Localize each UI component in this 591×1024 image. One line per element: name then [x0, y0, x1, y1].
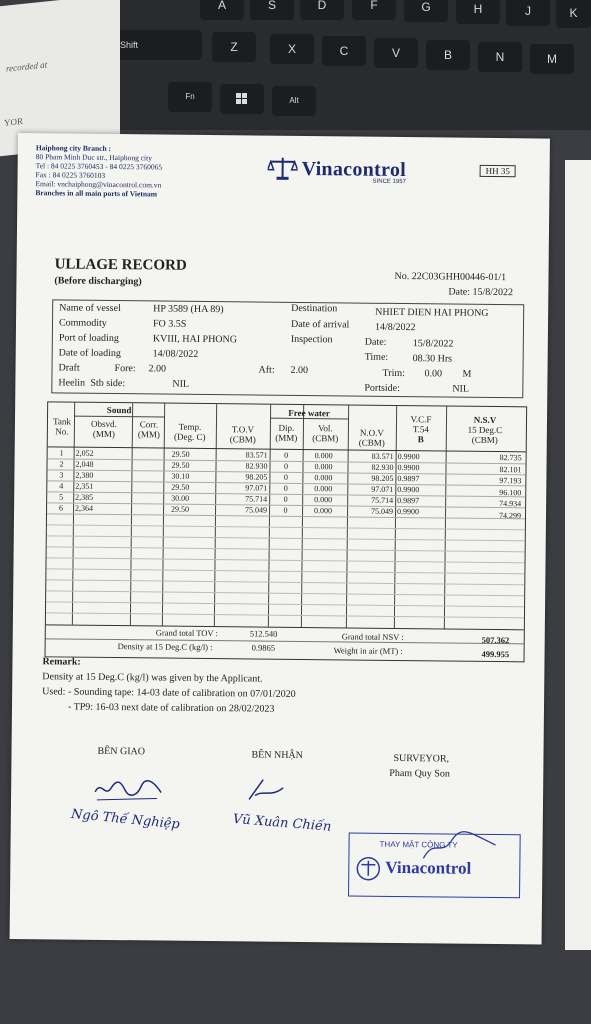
- key-c[interactable]: C: [322, 36, 366, 66]
- table-empty-row-divider: [47, 557, 525, 563]
- logo-name: Vinacontrol: [301, 157, 407, 181]
- table-cell-temp: 29.50: [171, 449, 190, 459]
- table-cell-nsv: 74.299: [498, 511, 522, 521]
- table-cell-dip: 0: [283, 494, 288, 504]
- table-cell-nsv: 97.193: [499, 476, 522, 486]
- header-tov: T.O.V: [231, 424, 255, 435]
- signature-label-nhan: BÊN NHẬN: [251, 749, 303, 762]
- document-number: No. 22C03GHH00446-01/1: [394, 270, 507, 284]
- header-vol-unit: (CBM): [312, 433, 339, 444]
- surveyor-name: Pham Quy Son: [389, 767, 450, 780]
- signature-label-giao: BÊN GIAO: [97, 745, 146, 758]
- arrival-label: Date of arrival: [290, 318, 350, 331]
- table-cell-obsvd: 2,380: [75, 470, 94, 480]
- background-paper-text: recorded at: [6, 59, 48, 74]
- table-cell-vol: 0.000: [314, 473, 333, 483]
- header-obsvd: Obsvd.: [91, 418, 117, 430]
- commodity-label: Commodity: [58, 317, 107, 329]
- date-loading-label: Date of loading: [58, 347, 121, 360]
- table-cell-dip: 0: [283, 483, 288, 493]
- weight-value: 499.955: [481, 648, 510, 660]
- table-cell-obsvd: 2,364: [75, 503, 94, 513]
- table-cell-temp: 30.10: [171, 471, 190, 481]
- table-cell-nov: 83.571: [371, 451, 394, 461]
- weight-label: Weight in air (MT) :: [333, 645, 403, 657]
- key-fn[interactable]: Fn: [168, 82, 212, 112]
- laptop-keyboard: [90, 0, 591, 130]
- table-cell-vol: 0.000: [314, 451, 333, 461]
- portside-label: Portside:: [364, 382, 400, 395]
- header-corr-unit: (MM): [137, 429, 160, 440]
- header-obsvd-unit: (MM): [92, 428, 115, 440]
- date-loading-value: 14/08/2022: [152, 348, 199, 360]
- table-cell-tank: 2: [59, 459, 64, 469]
- table-cell-nsv: 82.101: [499, 464, 522, 474]
- table-cell-nsv: 96.100: [499, 487, 522, 498]
- table-cell-tank: 6: [59, 503, 64, 513]
- table-cell-vcf: 0.9900: [397, 462, 420, 473]
- key-g[interactable]: G: [404, 0, 448, 22]
- table-cell-obsvd: 2,351: [75, 481, 94, 491]
- key-z[interactable]: Z: [212, 32, 256, 62]
- aft-label: Aft:: [258, 364, 275, 376]
- table-cell-tov: 83.571: [245, 450, 268, 460]
- table-cell-vol: 0.000: [314, 484, 333, 494]
- density-value: 0.9865: [251, 642, 276, 653]
- table-cell-nsv: 74.934: [499, 499, 522, 509]
- logo-since: SINCE 1957: [372, 178, 406, 186]
- signature-giao: [91, 774, 171, 805]
- branch-title: Haiphong city Branch :: [35, 143, 112, 153]
- header-dip-unit: (MM): [275, 432, 298, 443]
- company-stamp: [348, 833, 521, 899]
- vessel-info-box: [51, 299, 524, 398]
- key-f[interactable]: F: [352, 0, 396, 20]
- form-code: HH 35: [480, 165, 516, 177]
- table-cell-nov: 98.205: [371, 473, 394, 483]
- heelin-label: Heelin: [58, 377, 86, 389]
- table-cell-tov: 75.049: [245, 505, 268, 515]
- key-k[interactable]: K: [556, 0, 591, 28]
- table-cell-vcf: 0.9900: [397, 484, 420, 495]
- header-nsv-unit: (CBM): [471, 434, 498, 446]
- header-sound: Sound: [106, 404, 132, 416]
- handwritten-name-giao: Ngô Thế Nghiệp: [70, 806, 181, 833]
- table-empty-row-divider: [46, 601, 524, 607]
- document-date: Date: 15/8/2022: [448, 286, 514, 299]
- port-label: Port of loading: [58, 332, 119, 345]
- header-tank-no: No.: [55, 426, 69, 437]
- table-cell-vcf: 0.9897: [397, 473, 420, 484]
- header-vol: Vol.: [318, 423, 333, 434]
- branch-note: Branches in all main ports of Vietnam: [35, 188, 158, 199]
- inspection-date-label: Date:: [364, 336, 387, 348]
- table-cell-vcf: 0.9900: [397, 506, 420, 517]
- key-s[interactable]: S: [250, 0, 294, 20]
- table-cell-vcf: 0.9900: [397, 451, 420, 462]
- key-n[interactable]: N: [478, 42, 522, 72]
- draft-label: Draft: [58, 362, 80, 374]
- table-cell-dip: 0: [283, 505, 288, 515]
- branch-address: 80 Pham Minh Duc str., Haiphong city: [35, 152, 153, 163]
- table-cell-dip: 0: [283, 472, 288, 482]
- table-cell-vol: 0.000: [314, 506, 333, 516]
- header-temp-unit: (Deg. C): [174, 431, 206, 442]
- table-cell-temp: 29.50: [171, 482, 190, 492]
- table-cell-tank: 4: [59, 481, 64, 491]
- vinacontrol-logo: [268, 156, 407, 186]
- background-paper-right: [565, 160, 591, 950]
- table-empty-row-divider: [47, 524, 525, 530]
- table-cell-dip: 0: [284, 450, 289, 460]
- table-cell-tank: 5: [59, 492, 64, 502]
- signature-nhan: [243, 775, 293, 806]
- handwritten-name-nhan: Vũ Xuân Chiến: [232, 811, 332, 835]
- table-cell-nsv: 82.735: [499, 453, 522, 463]
- header-free-water: Free water: [288, 407, 330, 419]
- aft-value: 2.00: [290, 364, 309, 377]
- table-cell-tank: 1: [59, 448, 64, 458]
- time-label: Time:: [364, 351, 389, 363]
- header-nov-unit: (CBM): [358, 437, 385, 448]
- ullage-record-document: [10, 133, 550, 945]
- commodity-value: FO 3.5S: [152, 318, 187, 330]
- header-dip: Dip.: [278, 422, 295, 433]
- header-vcf: V.C.F: [410, 414, 432, 425]
- table-cell-nov: 75.049: [371, 506, 394, 516]
- vessel-label: Name of vessel: [59, 302, 121, 315]
- inspection-date-value: 15/8/2022: [412, 338, 454, 350]
- key-shift[interactable]: Shift: [112, 30, 202, 60]
- note-density: Density at 15 Deg.C (kg/l) was given by the Applicant.: [42, 671, 263, 685]
- vessel-value: HP 3589 (HA 89): [153, 303, 224, 316]
- inspection-label: Inspection: [290, 333, 333, 346]
- density-label: Density at 15 Deg.C (kg/l) :: [117, 641, 213, 653]
- table-cell-vcf: 0.9897: [397, 495, 420, 506]
- grand-nsv-value: 507.362: [481, 634, 510, 646]
- portside-value: NIL: [452, 383, 470, 395]
- table-cell-temp: 29.50: [171, 460, 190, 470]
- table-cell-vol: 0.000: [314, 462, 333, 472]
- table-cell-tov: 98.205: [245, 472, 268, 482]
- table-empty-row-divider: [47, 546, 525, 552]
- table-empty-row-divider: [46, 612, 524, 618]
- table-cell-nov: 82.930: [371, 462, 394, 472]
- table-cell-temp: 29.50: [171, 504, 190, 514]
- note-sounding-tape: Used: - Sounding tape: 14-03 date of calibration on 07/01/2020: [42, 686, 296, 700]
- note-tp9: - TP9: 16-03 next date of calibration on 28/02/2023: [67, 701, 275, 715]
- header-nsv: N.S.V: [473, 414, 497, 426]
- key-d[interactable]: D: [300, 0, 344, 20]
- port-value: KVIII, HAI PHONG: [152, 333, 238, 346]
- table-cell-tank: 3: [59, 470, 64, 480]
- stb-value: NIL: [172, 378, 190, 390]
- fore-value: 2.00: [148, 363, 167, 375]
- fore-label: Fore:: [114, 363, 136, 375]
- time-value: 08.30 Hrs: [412, 353, 453, 365]
- header-corr: Corr.: [139, 419, 159, 430]
- arrival-value: 14/8/2022: [374, 321, 416, 334]
- stamp-line: THAY MẶT CÔNG TY: [379, 839, 458, 850]
- background-paper-text-2: YOR: [4, 115, 24, 128]
- scales-icon: [268, 156, 298, 182]
- table-empty-row-divider: [46, 590, 524, 596]
- key-v[interactable]: V: [374, 38, 418, 68]
- key-a[interactable]: A: [200, 0, 244, 20]
- key-x[interactable]: X: [270, 34, 314, 64]
- stamp-name: Vinacontrol: [385, 857, 472, 878]
- document-subtitle: (Before discharging): [54, 275, 142, 288]
- key-alt[interactable]: Alt: [272, 86, 316, 116]
- header-b: B: [417, 434, 424, 445]
- table-cell-nov: 75.714: [371, 495, 394, 505]
- table-cell-obsvd: 2,048: [75, 459, 94, 469]
- windows-key-icon[interactable]: [220, 84, 264, 114]
- key-b[interactable]: B: [426, 40, 470, 70]
- stb-label: Stb side:: [90, 377, 126, 390]
- table-cell-tov: 75.714: [245, 494, 268, 504]
- header-temp: Temp.: [178, 421, 202, 432]
- branch-fax: Fax : 84 0225 3760103: [35, 170, 106, 180]
- key-m[interactable]: M: [530, 44, 574, 74]
- header-tov-unit: (CBM): [229, 434, 256, 445]
- stamp-logo-icon: [355, 856, 381, 882]
- table-cell-tov: 97.071: [245, 483, 268, 493]
- stamp-signature: [419, 828, 499, 869]
- grand-tov-label: Grand total TOV :: [155, 627, 218, 639]
- key-h[interactable]: H: [456, 0, 500, 24]
- key-j[interactable]: J: [506, 0, 550, 26]
- table-cell-tov: 82.930: [245, 461, 268, 471]
- branch-tel: Tel : 84 0225 3760453 - 84 0225 3760065: [35, 161, 163, 172]
- destination-value: NHIET DIEN HAI PHONG: [375, 306, 489, 319]
- document-title: ULLAGE RECORD: [54, 256, 187, 274]
- header-tank: Tank: [52, 416, 71, 427]
- table-cell-obsvd: 2,385: [75, 492, 94, 502]
- table-empty-row-divider: [47, 535, 525, 541]
- table-cell-obsvd: 2,052: [75, 448, 94, 458]
- surveyor-label: SURVEYOR,: [393, 752, 450, 765]
- trim-value: 0.00: [424, 368, 443, 380]
- table-cell-dip: 0: [283, 461, 289, 471]
- header-nsv-temp: 15 Deg.C: [467, 424, 503, 436]
- ullage-table: [45, 401, 528, 662]
- trim-label: Trim:: [382, 367, 405, 380]
- table-cell-nov: 97.071: [371, 484, 394, 494]
- table-cell-vol: 0.000: [314, 495, 333, 505]
- header-t54: T.54: [412, 424, 430, 435]
- grand-tov-value: 512.540: [249, 628, 278, 639]
- table-cell-temp: 30.00: [171, 493, 190, 503]
- grand-nsv-label: Grand total NSV :: [341, 631, 404, 643]
- branch-info: [35, 143, 162, 198]
- destination-label: Destination: [291, 302, 338, 315]
- branch-email: Email: vnchaiphong@vinacontrol.com.vn: [35, 179, 162, 190]
- table-empty-row-divider: [46, 568, 524, 574]
- table-empty-row-divider: [46, 579, 524, 585]
- remark-label: Remark:: [42, 656, 81, 668]
- trim-unit: M: [462, 368, 472, 380]
- header-nov: N.O.V: [359, 427, 384, 438]
